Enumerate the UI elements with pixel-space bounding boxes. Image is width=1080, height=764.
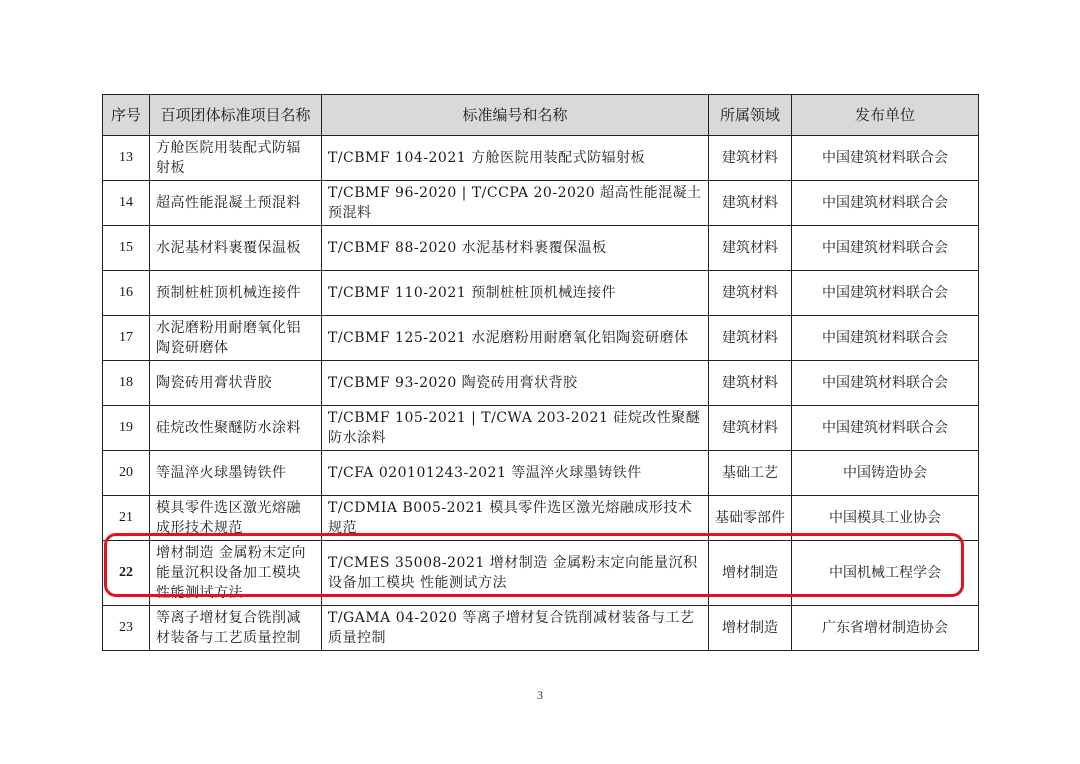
row-field: 增材制造 xyxy=(709,606,792,651)
row-standard: T/GAMA 04-2020 等离子增材复合铣削减材装备与工艺质量控制 xyxy=(322,606,709,651)
row-index: 20 xyxy=(103,451,150,496)
table-row xyxy=(103,451,979,496)
row-field: 基础工艺 xyxy=(709,451,792,496)
table-row xyxy=(103,271,979,316)
header-field: 所属领域 xyxy=(709,95,792,136)
row-publisher: 中国建筑材料联合会 xyxy=(792,271,979,316)
row-index: 14 xyxy=(103,181,150,226)
row-index: 15 xyxy=(103,226,150,271)
page-number: 3 xyxy=(537,688,543,702)
row-field: 建筑材料 xyxy=(709,181,792,226)
row-field: 建筑材料 xyxy=(709,271,792,316)
row-standard: T/CFA 020101243-2021 等温淬火球墨铸铁件 xyxy=(322,451,709,496)
row-publisher: 广东省增材制造协会 xyxy=(792,606,979,651)
header-index: 序号 xyxy=(103,95,150,136)
table-row xyxy=(103,226,979,271)
row-field: 建筑材料 xyxy=(709,406,792,451)
row-project-name: 等温淬火球墨铸铁件 xyxy=(150,451,322,496)
row-project-name: 超高性能混凝土预混料 xyxy=(150,181,322,226)
row-standard: T/CBMF 110-2021 预制桩桩顶机械连接件 xyxy=(322,271,709,316)
row-field: 建筑材料 xyxy=(709,316,792,361)
row-publisher: 中国模具工业协会 xyxy=(792,496,979,541)
row-standard: T/CBMF 105-2021 | T/CWA 203-2021 硅烷改性聚醚防水涂料 xyxy=(322,406,709,451)
table-row xyxy=(103,136,979,181)
row-publisher: 中国建筑材料联合会 xyxy=(792,226,979,271)
row-project-name: 模具零件选区激光熔融成形技术规范 xyxy=(150,496,322,541)
row-index: 16 xyxy=(103,271,150,316)
row-publisher: 中国建筑材料联合会 xyxy=(792,316,979,361)
row-field: 建筑材料 xyxy=(709,136,792,181)
row-index: 13 xyxy=(103,136,150,181)
row-publisher: 中国建筑材料联合会 xyxy=(792,361,979,406)
row-project-name: 方舱医院用装配式防辐射板 xyxy=(150,136,322,181)
row-index: 23 xyxy=(103,606,150,651)
table-header-row xyxy=(103,95,979,136)
row-field: 增材制造 xyxy=(709,541,792,606)
row-project-name: 陶瓷砖用膏状背胶 xyxy=(150,361,322,406)
table-row xyxy=(103,361,979,406)
row-project-name: 预制桩桩顶机械连接件 xyxy=(150,271,322,316)
row-field: 建筑材料 xyxy=(709,226,792,271)
row-index: 22 xyxy=(103,541,150,606)
row-publisher: 中国建筑材料联合会 xyxy=(792,136,979,181)
row-standard: T/CMES 35008-2021 增材制造 金属粉末定向能量沉积设备加工模块 性能测试方法 xyxy=(322,541,709,606)
header-project-name: 百项团体标准项目名称 xyxy=(150,95,322,136)
row-publisher: 中国机械工程学会 xyxy=(792,541,979,606)
row-project-name: 硅烷改性聚醚防水涂料 xyxy=(150,406,322,451)
row-standard: T/CBMF 88-2020 水泥基材料裹覆保温板 xyxy=(322,226,709,271)
table-row xyxy=(103,316,979,361)
table-row xyxy=(103,496,979,541)
row-standard: T/CDMIA B005-2021 模具零件选区激光熔融成形技术规范 xyxy=(322,496,709,541)
row-standard: T/CBMF 125-2021 水泥磨粉用耐磨氧化铝陶瓷研磨体 xyxy=(322,316,709,361)
row-project-name: 增材制造 金属粉末定向能量沉积设备加工模块 性能测试方法 xyxy=(150,541,322,606)
row-publisher: 中国铸造协会 xyxy=(792,451,979,496)
row-standard: T/CBMF 93-2020 陶瓷砖用膏状背胶 xyxy=(322,361,709,406)
row-field: 基础零部件 xyxy=(709,496,792,541)
row-standard: T/CBMF 96-2020 | T/CCPA 20-2020 超高性能混凝土预混料 xyxy=(322,181,709,226)
row-publisher: 中国建筑材料联合会 xyxy=(792,406,979,451)
row-index: 18 xyxy=(103,361,150,406)
row-project-name: 等离子增材复合铣削减材装备与工艺质量控制 xyxy=(150,606,322,651)
row-project-name: 水泥基材料裹覆保温板 xyxy=(150,226,322,271)
row-index: 17 xyxy=(103,316,150,361)
row-publisher: 中国建筑材料联合会 xyxy=(792,181,979,226)
row-field: 建筑材料 xyxy=(709,361,792,406)
highlighted-table-row xyxy=(103,541,979,606)
header-standard: 标准编号和名称 xyxy=(322,95,709,136)
row-project-name: 水泥磨粉用耐磨氧化铝陶瓷研磨体 xyxy=(150,316,322,361)
header-publisher: 发布单位 xyxy=(792,95,979,136)
row-standard: T/CBMF 104-2021 方舱医院用装配式防辐射板 xyxy=(322,136,709,181)
table-row xyxy=(103,606,979,651)
standards-table xyxy=(102,94,979,651)
row-index: 19 xyxy=(103,406,150,451)
table-row xyxy=(103,406,979,451)
row-index: 21 xyxy=(103,496,150,541)
table-row xyxy=(103,181,979,226)
